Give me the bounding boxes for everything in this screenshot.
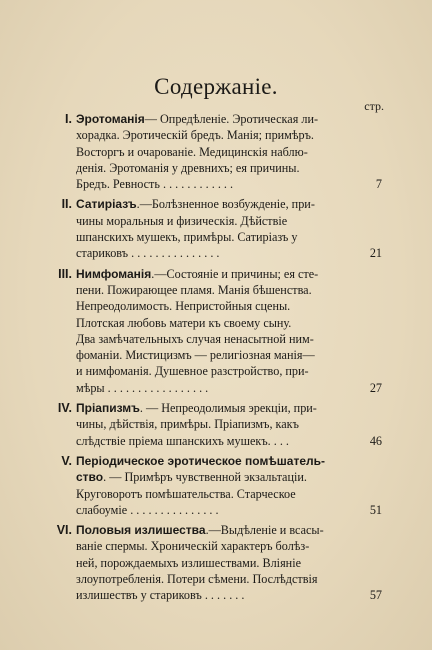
entry-heading: Половыя излишества (76, 523, 206, 538)
entry-heading: Пріапизмъ (76, 401, 140, 416)
page-title: Содержаніе. (154, 74, 278, 99)
entry-line: . — Примѣръ чувственной экзальтаціи. (103, 470, 307, 485)
entry-line: — Опредѣленіе. Эротическая ли- (144, 112, 319, 126)
toc-entry-3 (30, 266, 390, 396)
entry-line: .—Состояніе и причины; ея сте- (151, 266, 319, 281)
entry-line: денія. Эротоманія у древнихъ; ея причины. (76, 160, 300, 175)
entry-page-number: 7 (375, 177, 382, 192)
entry-line: .—Болѣзненное возбужденіе, при- (136, 197, 315, 212)
entry-number: V. (61, 453, 72, 468)
entry-line: хорадка. Эротическій бредъ. Манія; примѣръ. (76, 128, 314, 143)
entry-heading: Періодическое эротическое помѣшатель- (76, 453, 326, 468)
entry-page-number: 27 (369, 380, 382, 395)
entry-line: Круговоротъ помѣшательства. Старческое (76, 486, 296, 501)
entry-line: Бредъ. Ревность . . . . . . . . . . . . (76, 177, 234, 192)
entry-heading: Сатиріазъ (76, 197, 137, 212)
entry-line: чины моральныя и физическія. Дѣйствіе (76, 213, 288, 228)
entry-heading-continued: ство (76, 470, 104, 485)
entry-page-number: 57 (369, 588, 382, 603)
entry-line: излишествъ у стариковъ . . . . . . . (76, 588, 245, 603)
entry-line: злоупотребленія. Потери сѣмени. Послѣдствія (76, 572, 318, 587)
toc-entry-6 (30, 522, 390, 603)
entry-line: пени. Пожирающее пламя. Манія бѣшенства. (76, 282, 312, 297)
toc-entry-1 (30, 111, 390, 192)
table-of-contents (30, 111, 390, 608)
entry-line: Два замѣчательныхъ случая ненасытной ним- (76, 331, 314, 346)
entry-line: и нимфоманія. Душевное разстройство, при- (76, 364, 309, 379)
entry-line: Восторгъ и очарованіе. Медицинскія наблю- (76, 144, 308, 159)
entry-line: . — Непреодолимыя эрекціи, при- (139, 401, 317, 416)
entry-line: слабоуміе . . . . . . . . . . . . . . . (76, 502, 219, 517)
entry-line: шпанскихъ мушекъ, примѣры. Сатиріазъ у (76, 230, 298, 245)
entry-line: стариковъ . . . . . . . . . . . . . . . (76, 246, 220, 261)
entry-heading: Эротоманія (76, 112, 145, 126)
entry-page-number: 21 (369, 246, 382, 261)
toc-entry-2 (30, 196, 390, 261)
entry-line: Плотская любовь матери къ своему сыну. (76, 315, 292, 330)
entry-number: IV. (57, 401, 72, 416)
entry-line: слѣдствіе пріема шпанскихъ мушекъ. . . . (76, 433, 289, 448)
entry-line: чины, дѣйствія, примѣры. Пріапизмъ, какъ (76, 417, 299, 432)
entry-number: II. (61, 197, 72, 212)
entry-heading: Нимфоманія (76, 266, 152, 281)
entry-page-number: 51 (369, 502, 382, 517)
entry-page-number: 46 (369, 433, 382, 448)
entry-number: III. (58, 266, 72, 281)
entry-line: мѣры . . . . . . . . . . . . . . . . . (76, 380, 209, 395)
page-column-header: стр. (364, 99, 384, 113)
entry-line: ней, порождаемыхъ излишествами. Вліяніе (76, 555, 301, 570)
entry-line: фоманіи. Мистицизмъ — религіозная манія— (76, 348, 315, 363)
entry-line: Непреодолимость. Непристойныя сцены. (76, 299, 291, 314)
entry-line: .—Выдѣленіе и всасы- (205, 523, 324, 538)
toc-entry-4 (30, 400, 390, 449)
entry-line: ваніе спермы. Хроническій характеръ болѣз- (76, 539, 310, 554)
toc-entry-5 (30, 453, 390, 518)
entry-number: I. (65, 112, 72, 126)
entry-number: VI. (56, 523, 72, 538)
